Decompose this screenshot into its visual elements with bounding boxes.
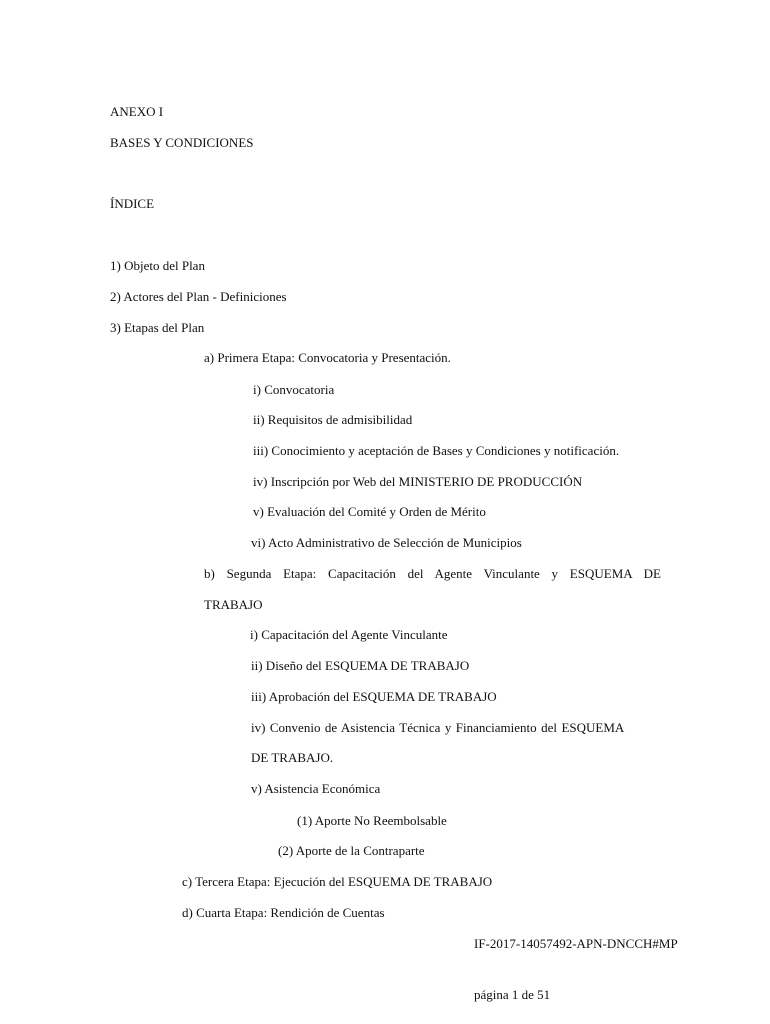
annex-title: ANEXO I bbox=[110, 104, 164, 119]
stage-a-item-ii: ii) Requisitos de admisibilidad bbox=[253, 412, 413, 427]
index-title: ÍNDICE bbox=[110, 196, 155, 211]
stage-b-item-v-2: (2) Aporte de la Contraparte bbox=[278, 843, 425, 858]
stage-b-item-v-1: (1) Aporte No Reembolsable bbox=[297, 813, 447, 828]
stage-a-item-v: v) Evaluación del Comité y Orden de Mérito bbox=[253, 504, 486, 519]
stage-a-item-iv: iv) Inscripción por Web del MINISTERIO DE PRODUCCIÓN bbox=[253, 474, 583, 489]
stage-b-item-iii: iii) Aprobación del ESQUEMA DE TRABAJO bbox=[251, 689, 497, 704]
document-subtitle: BASES Y CONDICIONES bbox=[110, 135, 254, 150]
document-id: IF-2017-14057492-APN-DNCCH#MP bbox=[474, 936, 678, 951]
page-number: página 1 de 51 bbox=[474, 987, 551, 1002]
index-item-2: 2) Actores del Plan - Definiciones bbox=[110, 289, 287, 304]
index-item-1: 1) Objeto del Plan bbox=[110, 258, 205, 273]
stage-a-item-iii: iii) Conocimiento y aceptación de Bases y Condiciones y notificación. bbox=[253, 443, 620, 458]
stage-a-item-vi: vi) Acto Administrativo de Selección de Municipios bbox=[251, 535, 522, 550]
stage-b-item-iv-line2: DE TRABAJO. bbox=[251, 750, 334, 765]
stage-b-item-iv-line1: iv) Convenio de Asistencia Técnica y Financiamiento del ESQUEMA bbox=[251, 720, 625, 735]
stage-b-item-v: v) Asistencia Económica bbox=[251, 781, 381, 796]
stage-b-label-line2: TRABAJO bbox=[204, 597, 263, 612]
stage-c-label: c) Tercera Etapa: Ejecución del ESQUEMA DE TRABAJO bbox=[182, 874, 493, 889]
stage-a-label: a) Primera Etapa: Convocatoria y Presentación. bbox=[204, 350, 451, 365]
stage-b-item-ii: ii) Diseño del ESQUEMA DE TRABAJO bbox=[251, 658, 470, 673]
stage-d-label: d) Cuarta Etapa: Rendición de Cuentas bbox=[182, 905, 385, 920]
stage-b-label-line1: b) Segunda Etapa: Capacitación del Agente Vinculante y ESQUEMA DE bbox=[204, 566, 661, 581]
index-item-3: 3) Etapas del Plan bbox=[110, 320, 205, 335]
stage-b-item-i: i) Capacitación del Agente Vinculante bbox=[250, 627, 448, 642]
stage-a-item-i: i) Convocatoria bbox=[253, 382, 335, 397]
